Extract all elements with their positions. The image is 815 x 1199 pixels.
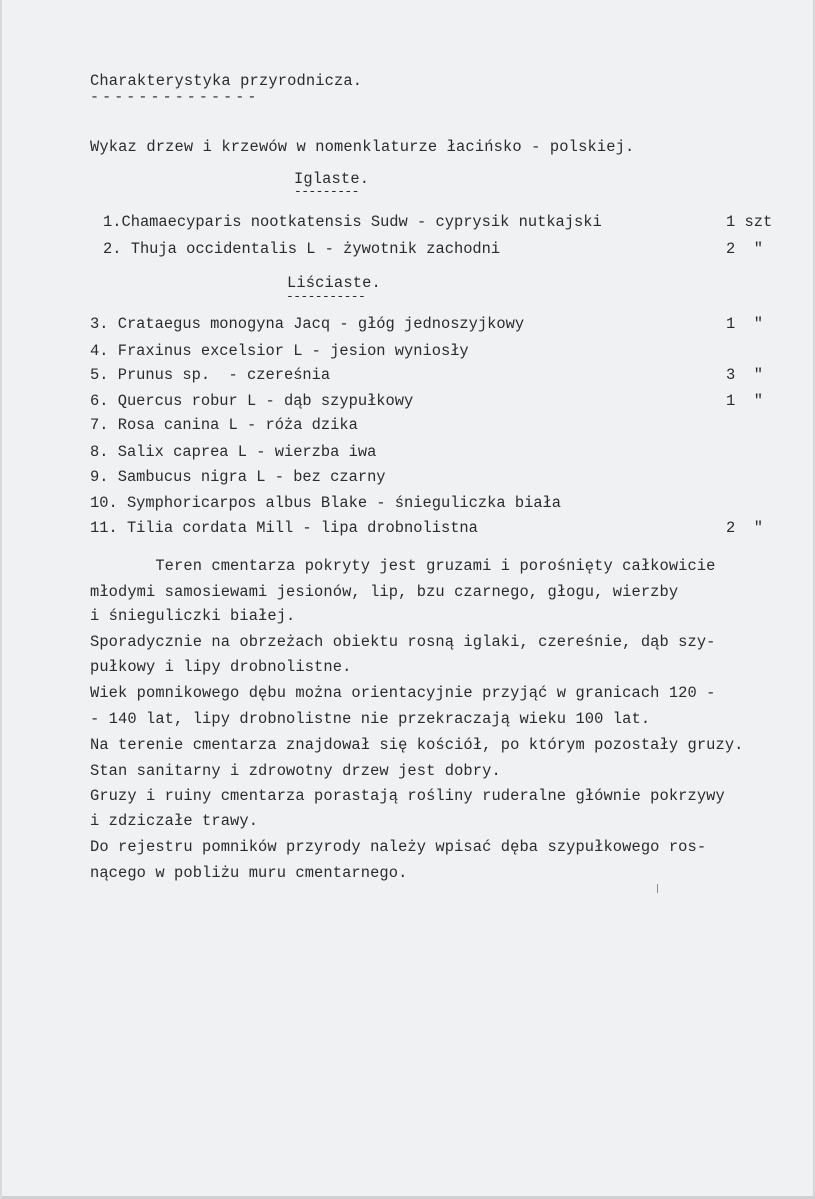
- paper-speck: [657, 884, 658, 893]
- list-item: [2, 392, 815, 412]
- paragraph-line: Wiek pomnikowego dębu można orientacyjnie przyjąć w granicach 120 -: [90, 684, 716, 702]
- list-item: [2, 366, 815, 386]
- section-underline-conifers: ---------: [294, 184, 359, 199]
- list-item-quantity: 2 ": [726, 240, 763, 258]
- heading-underline: --------------: [90, 89, 260, 106]
- list-item: [2, 315, 815, 335]
- paragraph-line: Do rejestru pomników przyrody należy wpisać dęba szypułkowego ros-: [90, 838, 707, 856]
- list-item-text: 7. Rosa canina L - róża dzika: [90, 416, 358, 434]
- list-item: [2, 468, 815, 488]
- paragraph-line: młodymi samosiewami jesionów, lip, bzu czarnego, głogu, wierzby: [90, 583, 679, 601]
- paragraph-line: Teren cmentarza pokryty jest gruzami i porośnięty całkowicie: [90, 557, 716, 575]
- list-item-quantity: 1 ": [726, 392, 763, 410]
- list-item: [2, 213, 815, 233]
- list-item-text: 8. Salix caprea L - wierzba iwa: [90, 443, 377, 461]
- section-title-conifers: Iglaste.: [294, 170, 370, 188]
- list-item-text: 11. Tilia cordata Mill - lipa drobnolistna: [90, 519, 478, 537]
- paragraph-line: Stan sanitarny i zdrowotny drzew jest dobry.: [90, 762, 501, 780]
- paragraph-line: Na terenie cmentarza znajdował się kościół, po którym pozostały gruzy.: [90, 736, 744, 754]
- paragraph-line: i śnieguliczki białej.: [90, 607, 296, 625]
- section-title-deciduous: Liściaste.: [287, 274, 381, 292]
- list-item-text: 5. Prunus sp. - czereśnia: [90, 366, 331, 384]
- list-item-quantity: 3 ": [726, 366, 763, 384]
- paragraph-line: nącego w pobliżu muru cmentarnego.: [90, 864, 408, 882]
- page-heading: Charakterystyka przyrodnicza.: [90, 72, 363, 90]
- list-item: [2, 240, 815, 260]
- list-item: [2, 342, 815, 362]
- list-item-quantity: 2 ": [726, 519, 763, 537]
- list-item-text: 1.Chamaecyparis nootkatensis Sudw - cyprysik nutkajski: [103, 213, 602, 231]
- paragraph-line: pułkowy i lipy drobnolistne.: [90, 658, 352, 676]
- list-item: [2, 519, 815, 539]
- list-item-text: 3. Crataegus monogyna Jacq - głóg jednoszyjkowy: [90, 315, 525, 333]
- list-item: [2, 416, 815, 436]
- intro-line: Wykaz drzew i krzewów w nomenklaturze łacińsko - polskiej.: [90, 138, 635, 156]
- list-item-quantity: 1 ": [726, 315, 763, 333]
- paragraph-line: - 140 lat, lipy drobnolistne nie przekraczają wieku 100 lat.: [90, 710, 651, 728]
- section-underline-deciduous: -----------: [286, 289, 366, 304]
- list-item: [2, 494, 815, 514]
- list-item: [2, 443, 815, 463]
- list-item-text: 4. Fraxinus excelsior L - jesion wyniosły: [90, 342, 469, 360]
- paragraph-line: Gruzy i ruiny cmentarza porastają rośliny ruderalne głównie pokrzywy: [90, 787, 725, 805]
- list-item-quantity: 1 szt: [726, 213, 773, 231]
- list-item-text: 2. Thuja occidentalis L - żywotnik zachodni: [103, 240, 501, 258]
- paragraph-line: i zdziczałe trawy.: [90, 812, 259, 830]
- list-item-text: 10. Symphoricarpos albus Blake - śnieguliczka biała: [90, 494, 562, 512]
- list-item-text: 6. Quercus robur L - dąb szypułkowy: [90, 392, 414, 410]
- list-item-text: 9. Sambucus nigra L - bez czarny: [90, 468, 386, 486]
- paragraph-line: Sporadycznie na obrzeżach obiektu rosną iglaki, czereśnie, dąb szy-: [90, 633, 716, 651]
